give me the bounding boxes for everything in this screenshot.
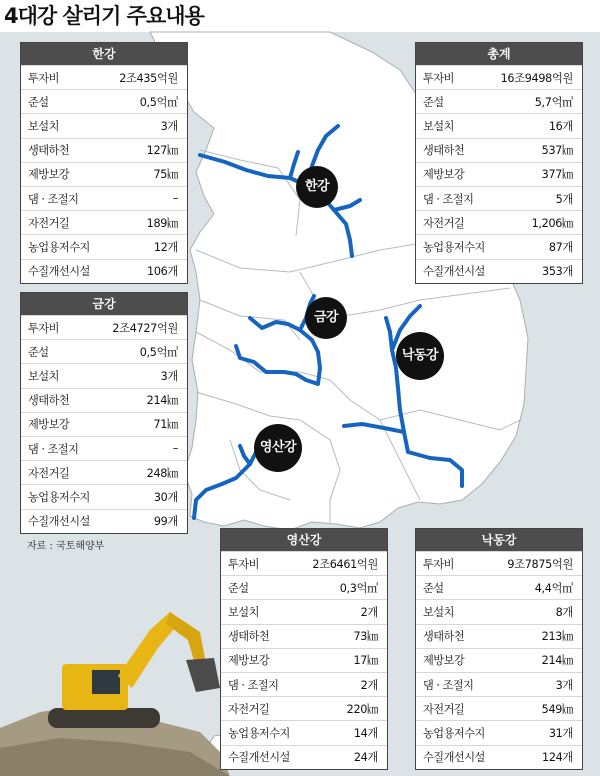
- row-label: 수질개선시설: [423, 265, 485, 279]
- river-label-yeongsan: 영산강: [254, 424, 302, 472]
- table-row: [416, 551, 582, 575]
- row-value: 2조4727억원: [112, 321, 178, 335]
- row-value: 0,3억㎥: [339, 581, 378, 595]
- row-value: 4,4억㎥: [534, 581, 573, 595]
- row-label: 자전거길: [228, 702, 270, 716]
- row-value: 5개: [555, 192, 573, 206]
- table-row: [221, 551, 387, 575]
- table-row: [416, 234, 582, 258]
- row-label: 농업용저수지: [228, 726, 290, 740]
- table-title: 총계: [416, 43, 582, 65]
- row-label: 보설치: [423, 605, 454, 619]
- table-row: [416, 138, 582, 162]
- row-label: 투자비: [423, 557, 454, 571]
- table-row: [21, 113, 187, 137]
- row-value: 30개: [153, 490, 178, 504]
- table-row: [21, 234, 187, 258]
- table-row: [21, 339, 187, 363]
- row-label: 자전거길: [28, 216, 70, 230]
- row-value: 16조9498억원: [500, 71, 573, 85]
- table-title: 낙동강: [416, 529, 582, 551]
- row-value: 31개: [548, 726, 573, 740]
- row-value: 127㎞: [146, 144, 178, 158]
- row-label: 농업용저수지: [423, 240, 485, 254]
- row-value: 24개: [353, 751, 378, 765]
- table-row: [21, 412, 187, 436]
- row-label: 준설: [423, 581, 444, 595]
- row-value: 2개: [360, 605, 378, 619]
- row-value: 17㎞: [353, 654, 378, 668]
- source-note: 자료 : 국토해양부: [27, 541, 105, 552]
- row-value: 537㎞: [541, 144, 573, 158]
- table-row: [21, 436, 187, 460]
- row-label: 농업용저수지: [28, 240, 90, 254]
- row-label: 생태하천: [423, 144, 465, 158]
- row-label: 제방보강: [423, 168, 465, 182]
- row-value: 124개: [542, 751, 573, 765]
- row-label: 댐 · 조절지: [28, 192, 79, 206]
- row-value: –: [172, 442, 178, 456]
- row-label: 준설: [28, 345, 49, 359]
- river-label-geum: 금강: [305, 297, 347, 339]
- row-label: 자전거길: [423, 216, 465, 230]
- table-title: 한강: [21, 43, 187, 65]
- row-value: 0,5억㎥: [139, 345, 178, 359]
- row-value: 214㎞: [541, 654, 573, 668]
- excavator-illustration: [0, 612, 230, 776]
- table-row: [21, 259, 187, 283]
- row-value: 3개: [160, 119, 178, 133]
- row-label: 준설: [228, 581, 249, 595]
- table-row: [21, 388, 187, 412]
- row-value: 5,7억㎥: [534, 95, 573, 109]
- row-label: 수질개선시설: [228, 751, 290, 765]
- table-row: [221, 575, 387, 599]
- row-value: 549㎞: [541, 702, 573, 716]
- table-title: 금강: [21, 293, 187, 315]
- row-label: 자전거길: [28, 466, 70, 480]
- row-label: 투자비: [28, 71, 59, 85]
- river-label-nakdong: 낙동강: [396, 332, 444, 380]
- row-value: 3개: [160, 369, 178, 383]
- row-value: 14개: [353, 726, 378, 740]
- row-label: 자전거길: [423, 702, 465, 716]
- table-row: [21, 89, 187, 113]
- table-row: [416, 720, 582, 744]
- table-row: [221, 720, 387, 744]
- table-row: [221, 672, 387, 696]
- row-value: 214㎞: [146, 394, 178, 408]
- row-value: 353개: [542, 265, 573, 279]
- table-row: [416, 575, 582, 599]
- row-label: 투자비: [28, 321, 59, 335]
- row-label: 농업용저수지: [423, 726, 485, 740]
- table-row: [416, 745, 582, 769]
- table-row: [221, 696, 387, 720]
- table-row: [416, 599, 582, 623]
- table-row: [21, 509, 187, 533]
- row-value: 16개: [548, 119, 573, 133]
- row-label: 댐 · 조절지: [423, 192, 474, 206]
- table-row: [21, 315, 187, 339]
- row-value: 248㎞: [146, 466, 178, 480]
- row-label: 제방보강: [28, 418, 70, 432]
- row-value: 2조6461억원: [312, 557, 378, 571]
- row-label: 생태하천: [423, 630, 465, 644]
- row-label: 제방보강: [28, 168, 70, 182]
- table-total: [415, 42, 583, 284]
- table-row: [221, 648, 387, 672]
- row-value: 377㎞: [541, 168, 573, 182]
- row-label: 보설치: [423, 119, 454, 133]
- table-row: [416, 648, 582, 672]
- table-row: [416, 113, 582, 137]
- table-row: [21, 484, 187, 508]
- table-row: [21, 65, 187, 89]
- row-value: 71㎞: [153, 418, 178, 432]
- table-row: [221, 624, 387, 648]
- table-row: [221, 745, 387, 769]
- row-value: 9조7875억원: [507, 557, 573, 571]
- table-row: [416, 672, 582, 696]
- row-label: 제방보강: [423, 654, 465, 668]
- table-row: [21, 162, 187, 186]
- row-value: 12개: [153, 240, 178, 254]
- page-title: 4대강 살리기 주요내용: [4, 4, 204, 28]
- row-value: 87개: [548, 240, 573, 254]
- row-label: 생태하천: [28, 144, 70, 158]
- row-label: 보설치: [28, 369, 59, 383]
- table-row: [416, 89, 582, 113]
- row-label: 댐 · 조절지: [28, 442, 79, 456]
- table-row: [21, 138, 187, 162]
- row-value: 2개: [360, 678, 378, 692]
- row-label: 제방보강: [228, 654, 270, 668]
- row-value: –: [172, 192, 178, 206]
- row-value: 8개: [555, 605, 573, 619]
- row-value: 106개: [147, 265, 178, 279]
- row-label: 수질개선시설: [28, 265, 90, 279]
- row-label: 준설: [28, 95, 49, 109]
- table-row: [416, 259, 582, 283]
- table-row: [416, 624, 582, 648]
- row-value: 189㎞: [146, 216, 178, 230]
- table-row: [416, 65, 582, 89]
- row-value: 220㎞: [346, 702, 378, 716]
- row-value: 1,206㎞: [531, 216, 573, 230]
- table-row: [416, 162, 582, 186]
- river-label-han: 한강: [296, 166, 338, 208]
- row-label: 준설: [423, 95, 444, 109]
- row-value: 0,5억㎥: [139, 95, 178, 109]
- excavator-track: [48, 708, 160, 728]
- table-nakdong: [415, 528, 583, 770]
- table-row: [416, 186, 582, 210]
- table-row: [221, 599, 387, 623]
- table-row: [416, 696, 582, 720]
- row-value: 3개: [555, 678, 573, 692]
- row-value: 2조435억원: [119, 71, 178, 85]
- row-label: 수질개선시설: [28, 515, 90, 529]
- table-yeongsan: [220, 528, 388, 770]
- table-row: [21, 363, 187, 387]
- table-row: [21, 460, 187, 484]
- row-value: 73㎞: [353, 630, 378, 644]
- table-title: 영산강: [221, 529, 387, 551]
- row-label: 농업용저수지: [28, 490, 90, 504]
- row-label: 수질개선시설: [423, 751, 485, 765]
- row-label: 보설치: [28, 119, 59, 133]
- row-label: 생태하천: [28, 394, 70, 408]
- row-value: 75㎞: [153, 168, 178, 182]
- excavator-bucket: [186, 658, 220, 692]
- row-value: 213㎞: [541, 630, 573, 644]
- table-row: [21, 186, 187, 210]
- row-label: 댐 · 조절지: [423, 678, 474, 692]
- table-geum: [20, 292, 188, 534]
- table-han: [20, 42, 188, 284]
- row-label: 투자비: [228, 557, 259, 571]
- table-row: [416, 210, 582, 234]
- row-label: 보설치: [228, 605, 259, 619]
- row-value: 99개: [153, 515, 178, 529]
- table-row: [21, 210, 187, 234]
- row-label: 생태하천: [228, 630, 270, 644]
- row-label: 댐 · 조절지: [228, 678, 279, 692]
- row-label: 투자비: [423, 71, 454, 85]
